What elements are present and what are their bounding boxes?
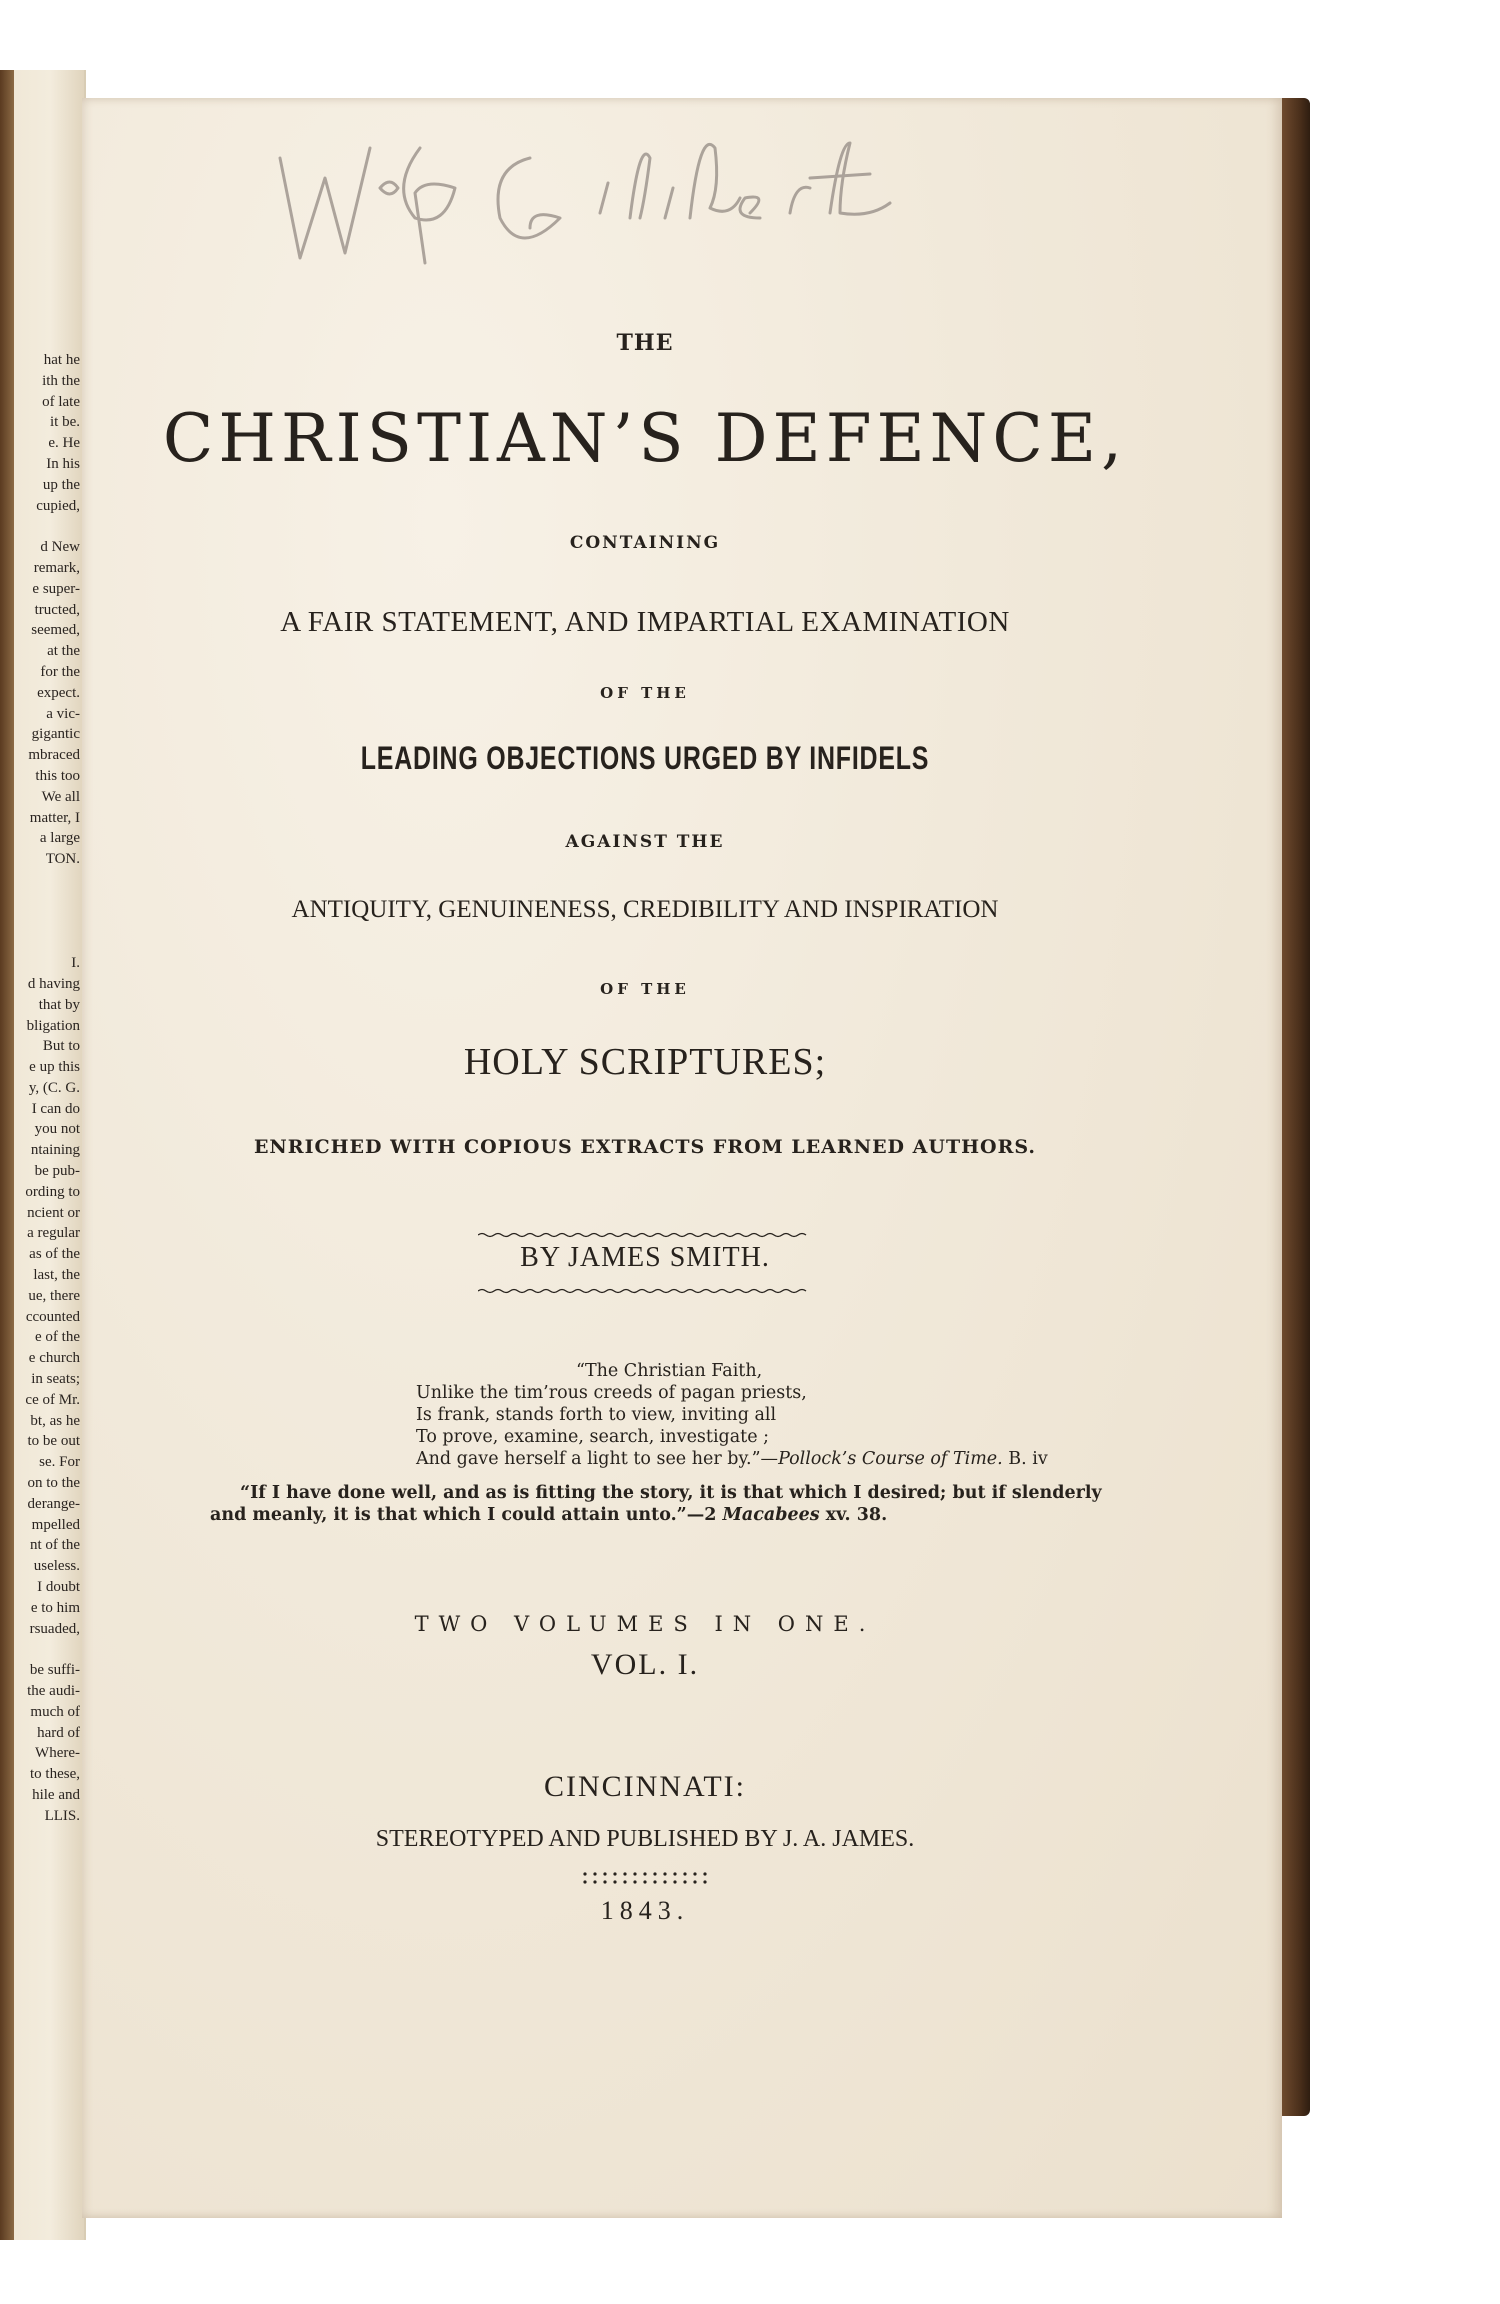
left-page-line: d New — [40, 539, 80, 556]
left-page-line: up the — [42, 476, 80, 493]
left-page-line: a large — [39, 830, 80, 847]
left-page-line: cupied, — [36, 497, 80, 514]
left-page-line: hat he — [43, 352, 80, 368]
left-page-line: derange- — [27, 1495, 80, 1512]
ornament-dot — [663, 1880, 666, 1883]
left-page-line: I can do — [31, 1100, 80, 1117]
poem-line: Unlike the tim’rous creeds of pagan priests, — [416, 1383, 807, 1403]
left-page-line: expect. — [37, 684, 80, 701]
left-page-line: be pub- — [34, 1163, 80, 1180]
subtitle-line-1: A FAIR STATEMENT, AND IMPARTIAL EXAMINATION — [280, 606, 1010, 638]
poem-line: To prove, examine, search, investigate ; — [416, 1427, 770, 1447]
author: BY JAMES SMITH. — [520, 1242, 770, 1273]
quote-line-2 — [210, 1504, 1090, 1526]
left-page-line: last, the — [33, 1267, 80, 1284]
quote-line: “If I have done well, and as is fitting the story, it is that which I desired; but if slenderly — [240, 1483, 1102, 1503]
ornament-dot — [703, 1880, 706, 1883]
poem-source: Pollock’s Course of Time. — [778, 1449, 1003, 1469]
ornament-dot — [703, 1872, 706, 1875]
ornament-dot — [633, 1872, 636, 1875]
left-page-line: hile and — [32, 1786, 80, 1803]
left-page-line: ording to — [25, 1183, 80, 1200]
quote-source: Macabees — [722, 1505, 820, 1525]
left-page-line: matter, I — [29, 809, 80, 826]
ornament-dot — [623, 1880, 626, 1883]
ornament-dot — [613, 1872, 616, 1875]
ornament-dot — [683, 1872, 686, 1875]
left-page-line — [0, 870, 80, 891]
left-page-line: for the — [40, 663, 80, 680]
wavy-rule-top — [478, 1232, 808, 1238]
ornament-dot — [623, 1872, 626, 1875]
ornament-dot — [653, 1880, 656, 1883]
ornament-dot — [673, 1872, 676, 1875]
left-page-line: nt of the — [30, 1537, 80, 1554]
left-page-line: in seats; — [31, 1371, 80, 1388]
epigraph-quote — [210, 1482, 1102, 1526]
left-page-line: hard of — [37, 1724, 80, 1741]
left-page-line — [0, 932, 80, 953]
ornament-dot — [683, 1880, 686, 1883]
left-page-line: bt, as he — [30, 1412, 80, 1429]
left-page-line: Where- — [35, 1745, 80, 1762]
year: 1843. — [600, 1896, 690, 1925]
ornament-dot — [633, 1880, 636, 1883]
left-page-line: ith the — [42, 372, 80, 389]
left-page-line: you not — [34, 1121, 80, 1138]
left-page-line: mpelled — [31, 1516, 80, 1533]
poem-line: Is frank, stands forth to view, inviting all — [416, 1405, 777, 1425]
left-page-line: I doubt — [37, 1579, 80, 1596]
subtitle-line-2: LEADING OBJECTIONS URGED BY INFIDELS — [360, 740, 930, 776]
ornament-dot — [593, 1872, 596, 1875]
left-page-line: e super- — [32, 580, 80, 597]
left-page-line: d having — [27, 975, 80, 992]
left-page-line: be suffi- — [29, 1662, 80, 1679]
ornament-dot — [663, 1872, 666, 1875]
left-page-line: In his — [46, 455, 80, 472]
volume-number: VOL. I. — [590, 1648, 700, 1681]
holy-scriptures: HOLY SCRIPTURES; — [463, 1041, 827, 1083]
left-page-line: to be out — [27, 1433, 80, 1450]
left-page-line: e church — [28, 1350, 80, 1367]
left-page-line: I. — [71, 955, 80, 972]
left-page-line: ccounted — [25, 1308, 80, 1325]
left-page-line: ncient or — [27, 1204, 80, 1221]
of-the-label-2: OF THE — [600, 980, 690, 998]
enriched-line: ENRICHED WITH COPIOUS EXTRACTS FROM LEARNED AUTHORS. — [253, 1136, 1037, 1158]
left-page-line: that by — [38, 996, 80, 1013]
left-page-line: at the — [47, 643, 80, 660]
left-page-line: tructed, — [34, 601, 80, 618]
left-page-line: of late — [42, 393, 80, 410]
of-the-label-1: OF THE — [600, 684, 690, 702]
left-page-line: it be. — [50, 414, 80, 431]
ornament-dot — [653, 1872, 656, 1875]
publisher: STEREOTYPED AND PUBLISHED BY J. A. JAMES. — [375, 1826, 915, 1852]
handwritten-signature — [270, 118, 950, 268]
left-page-line: But to — [42, 1038, 80, 1055]
poem-line: “The Christian Faith, — [576, 1361, 763, 1381]
left-page-line: e to him — [30, 1599, 80, 1616]
ornament-dot — [693, 1872, 696, 1875]
ornament-dot — [643, 1872, 646, 1875]
ornament-dot — [583, 1880, 586, 1883]
against-the-label: AGAINST THE — [565, 832, 725, 852]
left-page-line: e up this — [29, 1059, 80, 1076]
epigraph-poem — [416, 1360, 1116, 1470]
left-page-line: e. He — [48, 435, 80, 452]
quote-text: and meanly, it is that which I could attain unto.”—2 — [210, 1505, 723, 1525]
quote-ref: xv. 38. — [819, 1505, 888, 1525]
ornament-dot — [603, 1872, 606, 1875]
city: CINCINNATI: — [544, 1770, 746, 1803]
ornament-dot — [613, 1880, 616, 1883]
left-page-line: much of — [30, 1703, 80, 1720]
left-page-line: a vic- — [46, 705, 80, 722]
left-page-line: se. For — [39, 1454, 80, 1471]
left-page-line: LLIS. — [44, 1807, 80, 1824]
left-page-line: a regular — [27, 1225, 80, 1242]
left-page-line: rsuaded, — [29, 1620, 80, 1637]
left-page-line: We all — [41, 788, 80, 805]
left-page-line: ntaining — [30, 1142, 80, 1159]
left-page-line: this too — [35, 767, 80, 784]
poem-book: B. iv — [1002, 1449, 1048, 1469]
containing-label: CONTAINING — [569, 533, 721, 553]
left-page-line: to these, — [30, 1766, 80, 1783]
ornament-dot — [643, 1880, 646, 1883]
left-page-line: on to the — [27, 1475, 80, 1492]
main-title: CHRISTIAN’S DEFENCE, — [162, 400, 1128, 477]
subtitle-line-3: ANTIQUITY, GENUINENESS, CREDIBILITY AND INSPIRATION — [291, 896, 999, 923]
ornament-dot — [603, 1880, 606, 1883]
left-page-line: ue, there — [28, 1287, 80, 1304]
ornament-dot — [583, 1872, 586, 1875]
left-page-line: the audi- — [27, 1683, 80, 1699]
title-the: THE — [616, 330, 674, 356]
left-page-line: seemed, — [31, 622, 80, 639]
poem-text: And gave herself a light to see her by.”— — [416, 1449, 779, 1469]
wavy-rule-bottom — [478, 1288, 808, 1294]
left-page-line: ce of Mr. — [25, 1391, 80, 1408]
left-page-line: y, (C. G. — [28, 1079, 80, 1096]
left-page-line: gigantic — [31, 726, 80, 743]
left-page-line: mbraced — [28, 747, 80, 764]
poem-line-last — [416, 1448, 1116, 1470]
volumes-line: TWO VOLUMES IN ONE. — [414, 1612, 876, 1636]
ornament-dot — [593, 1880, 596, 1883]
ornament-dot — [693, 1880, 696, 1883]
left-page-line: bligation — [26, 1017, 80, 1034]
left-page-line: useless. — [33, 1558, 80, 1575]
left-page-line: e of the — [35, 1329, 80, 1346]
left-page-text — [0, 350, 80, 1827]
dotted-ornament — [580, 1870, 710, 1886]
left-page-line: TON. — [45, 851, 80, 868]
left-page-line: remark, — [33, 559, 80, 576]
ornament-dot — [673, 1880, 676, 1883]
left-page-line: as of the — [29, 1246, 80, 1263]
